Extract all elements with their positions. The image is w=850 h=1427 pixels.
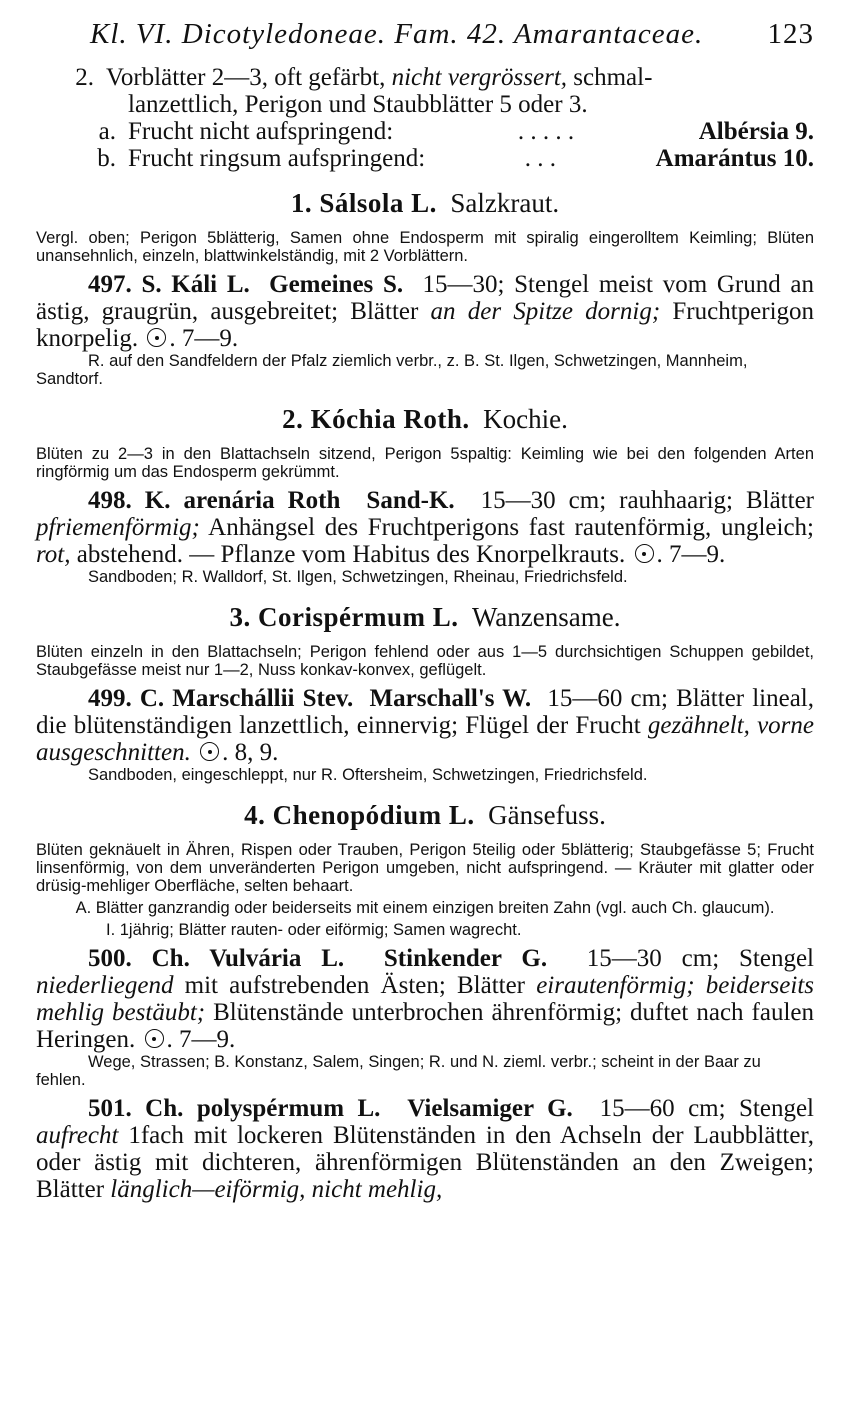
genus-description: Blüten geknäuelt in Ähren, Rispen oder Trauben, Perigon 5teilig oder 5blätterig; Staubgefässe 5; Frucht linsenförmig, von dem unveränderten Perigon umgeben, nicht aufspringend. — Kräuter mit glatter oder drüsig-mehliger Oberfläche, selten behaart.: [36, 841, 814, 895]
key-item-a: [36, 118, 814, 145]
genus-heading-chenopodium: 4. Chenopódium L. Gänsefuss.: [244, 800, 606, 830]
genus-description: Blüten zu 2—3 in den Blattachseln sitzend, Perigon 5spaltig: Keimling wie bei den folgenden Arten ringförmig um das Endosperm gekrümmt.: [36, 445, 814, 481]
key-text: Vorblätter 2—3, oft gefärbt,: [106, 64, 386, 91]
species-entry-501: 501. Ch. polyspérmum L. Vielsamiger G. 15—60 cm; Stengel aufrecht 1fach mit lockeren Blütenständen in den Achseln der Laubblätter, oder ästig mit dichteren, ährenförmigen Blütenständen an den Zweigen; Blätter länglich—eiförmig, nicht mehlig,: [36, 1095, 815, 1203]
page-number: 123: [767, 18, 814, 50]
key-mark: 2.: [75, 64, 94, 91]
locality-text: R. auf den Sandfeldern der Pfalz ziemlich verbr., z. B. St. Ilgen, Schwetzingen, Mannheim, Sandtorf.: [36, 352, 748, 388]
key-mark-a: a.: [98, 118, 116, 145]
key-item-2-cont: lanzettlich, Perigon und Staubblätter 5 oder 3.: [128, 91, 588, 118]
species-entry-497: 497. S. Káli L. Gemeines S. 15—30; Stengel meist vom Grund an ästig, graugrün, ausgebreitet; Blätter an der Spitze dornig; Fruchtperigon knorpelig. . 7—9.: [36, 271, 815, 352]
key-italic: nicht vergrössert,: [391, 64, 568, 91]
key-section: [36, 64, 814, 172]
key-result-b: Amarántus 10.: [655, 145, 814, 172]
locality-text: Wege, Strassen; B. Konstanz, Salem, Singen; R. und N. zieml. verbr.; scheint in der Baar zu fehlen.: [36, 1053, 761, 1089]
running-header: [36, 18, 814, 64]
key-result-a: Albérsia 9.: [698, 118, 814, 145]
locality-text: Sandboden, eingeschleppt, nur R. Oftersheim, Schwetzingen, Friedrichsfeld.: [88, 766, 648, 784]
genus-heading-kochia: 2. Kóchia Roth. Kochie.: [282, 404, 568, 434]
species-entry-499: 499. C. Marschállii Stev. Marschall's W. 15—60 cm; Blätter lineal, die blütenständigen lanzettlich, einnervig; Flügel der Frucht gezähnelt, vorne ausgeschnitten. . 8, 9.: [36, 685, 815, 766]
key-dots-a: . . . . .: [517, 118, 575, 145]
genus-heading-corispermum: 3. Corispérmum L. Wanzensame.: [229, 602, 621, 632]
key-text-b: Frucht ringsum aufspringend:: [128, 145, 426, 172]
key-dots-b: . . .: [524, 145, 557, 172]
key-item-b: [36, 145, 814, 172]
genus-description: Vergl. oben; Perigon 5blätterig, Samen ohne Endosperm mit spiralig eingerolltem Keimling; Blüten unansehnlich, einzeln, blattwinkelständig, mit 2 Vorblättern.: [36, 229, 814, 265]
species-entry-498: 498. K. arenária Roth Sand-K. 15—30 cm; rauhhaarig; Blätter pfriemenförmig; Anhängsel des Fruchtperigons fast rautenförmig, ungleich; rot, abstehend. — Pflanze vom Habitus des Knorpelkrauts. . 7—9.: [36, 487, 815, 568]
key-text-end: schmal-: [573, 64, 653, 91]
species-entry-500: 500. Ch. Vulvária L. Stinkender G. 15—30 cm; Stengel niederliegend mit aufstrebenden Ästen; Blätter eirautenförmig; beiderseits mehlig bestäubt; Blütenstände unterbrochen ährenförmig; duftet nach faulen Heringen. . 7—9.: [36, 945, 815, 1053]
annual-symbol-icon: [200, 742, 219, 761]
genus-description: Blüten einzeln in den Blattachseln; Perigon fehlend oder aus 1—5 durchsichtigen Schuppen gebildet, Staubgefässe meist nur 1—2, Nuss konkav-konvex, geflügelt.: [36, 643, 814, 679]
locality-text: Sandboden; R. Walldorf, St. Ilgen, Schwetzingen, Rheinau, Friedrichsfeld.: [88, 568, 628, 586]
key-subdivision-A: A. Blätter ganzrandig oder beiderseits mit einem einzigen breiten Zahn (vgl. auch Ch. glaucum).: [75, 899, 775, 917]
header-title: Kl. VI. Dicotyledoneae. Fam. 42. Amarantaceae.: [90, 18, 704, 50]
annual-symbol-icon: [145, 1029, 164, 1048]
annual-symbol-icon: [635, 544, 654, 563]
key-mark-b: b.: [97, 145, 116, 172]
genus-heading-salsola: 1. Sálsola L. Salzkraut.: [290, 188, 560, 218]
annual-symbol-icon: [147, 328, 166, 347]
key-text-a: Frucht nicht aufspringend:: [128, 118, 394, 145]
page: [36, 18, 814, 1203]
key-subdivision-I: I. 1jährig; Blätter rauten- oder eiförmig; Samen wagrecht.: [106, 921, 522, 939]
key-item-2: [36, 64, 814, 91]
